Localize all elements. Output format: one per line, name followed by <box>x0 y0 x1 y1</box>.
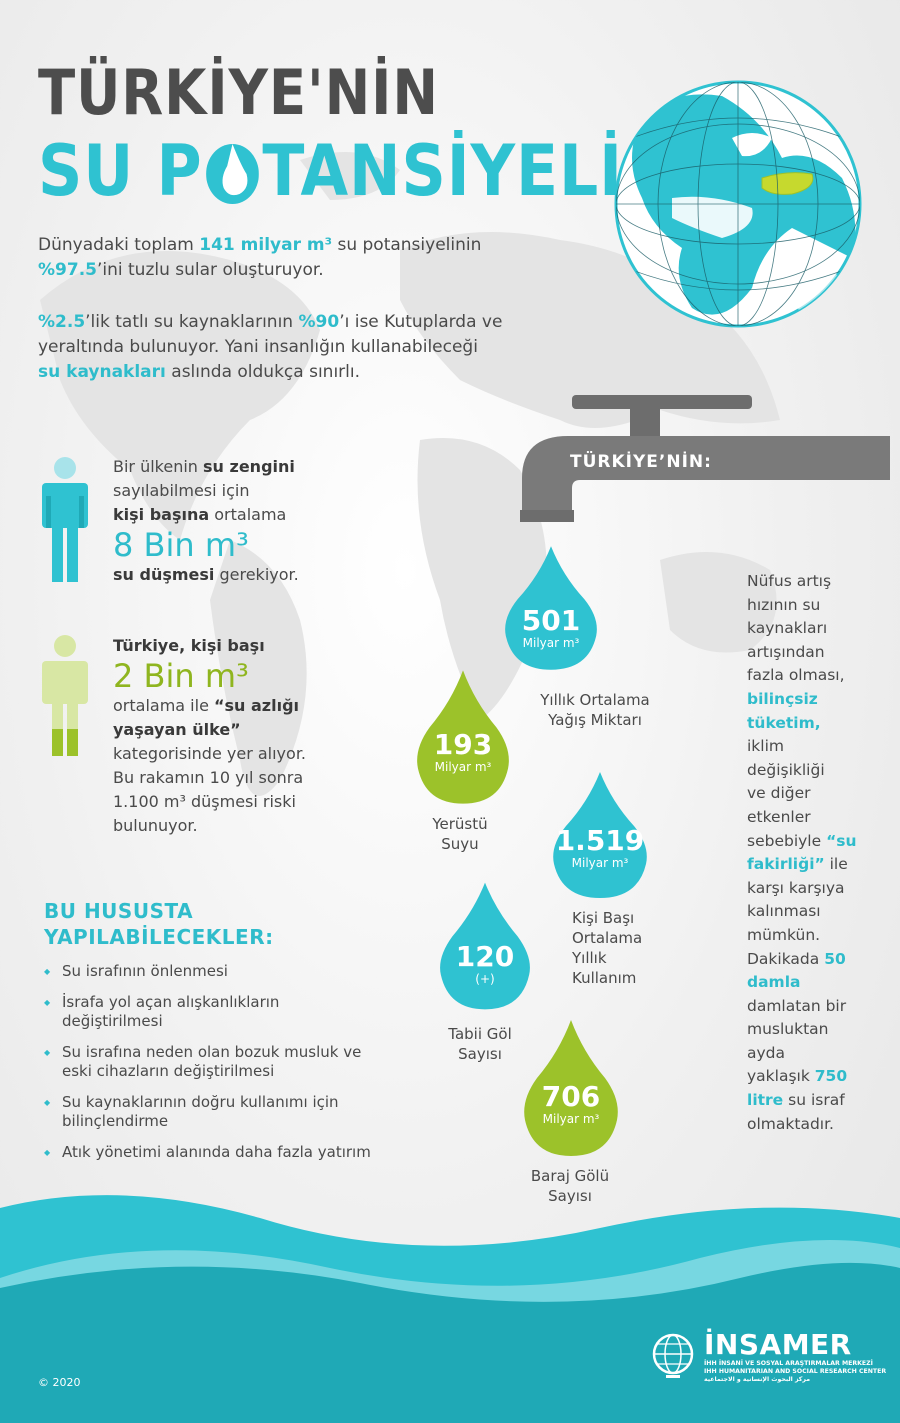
list-item: ◆ Su israfına neden olan bozuk musluk ve eski cihazların değiştirilmesi <box>44 1043 384 1081</box>
page-title-line1: TÜRKİYE'NİN <box>38 56 439 129</box>
copyright: © 2020 <box>38 1376 81 1389</box>
water-per-capita-turkey: 2 Bin m³ <box>113 657 249 695</box>
faucet-label: TÜRKİYE’NİN: <box>570 452 712 472</box>
person1-text: Bir ülkenin su zengini sayılabilmesi için kişi başına ortalama 8 Bin m³ su düşmesi gerekiyor. <box>113 457 299 584</box>
person2-text: Türkiye, kişi başı 2 Bin m³ ortalama ile “su azlığı yaşayan ülke” kategorisinde yer alıyor. Bu rakamın 10 yıl sonra 1.100 m³ düşmesi riski bulunuyor. <box>113 636 307 835</box>
person-icon-cyan <box>40 456 90 584</box>
drop-surface-value: 193 Milyar m³ <box>433 728 493 774</box>
drop-rainfall-label: Yıllık Ortalama Yağış Miktarı <box>540 691 650 729</box>
globe-logo-icon <box>650 1332 696 1382</box>
logo-subtitle-tr: İHH İNSANİ VE SOSYAL ARAŞTIRMALAR MERKEZİ <box>704 1360 873 1367</box>
list-item: ◆ Su kaynaklarının doğru kullanımı için bilinçlendirme <box>44 1093 384 1131</box>
page-title-line2 <box>38 130 623 212</box>
list-item: ◆ Su israfının önlenmesi <box>44 962 384 981</box>
insamer-logo <box>650 1330 900 1384</box>
list-item: ◆ Atık yönetimi alanında daha fazla yatırım <box>44 1143 384 1162</box>
actions-list <box>44 962 384 1174</box>
logo-name: İNSAMER <box>704 1328 852 1361</box>
title-part-a: SU P <box>38 130 203 212</box>
drop-dams-value: 706 Milyar m³ <box>541 1080 601 1126</box>
person-icon-green <box>40 634 90 756</box>
right-column-text: Nüfus artış hızının su kaynakları artışından fazla olması, bilinçsiz tüketim, iklim değişikliği ve diğer etkenler sebebiyle “su fakirliği” ile karşı karşıya kalınması mümkün. Dakikada 50 damla damlatan bir musluktan ayda yaklaşık 750 litre su israf olmaktadır. <box>747 572 857 1133</box>
drop-usage-label: Kişi Başı Ortalama Yıllık Kullanım <box>572 909 643 987</box>
title-part-b: TANSİYELİ <box>262 130 623 212</box>
drop-rainfall-value: 501 Milyar m³ <box>521 604 581 650</box>
logo-subtitle-ar: مركز البحوث الإنسانية و الاجتماعية <box>704 1376 811 1383</box>
drop-usage-value: 1.519 Milyar m³ <box>555 824 645 870</box>
intro-paragraph-1: Dünyadaki toplam 141 milyar m³ su potansiyelinin %97.5’ini tuzlu sular oluşturuyor. <box>38 235 482 280</box>
water-drop-icon <box>206 136 259 206</box>
water-per-capita-rich: 8 Bin m³ <box>113 526 249 564</box>
logo-subtitle-en: IHH HUMANITARIAN AND SOCIAL RESEARCH CENTER <box>704 1368 887 1375</box>
drop-lakes-value: 120 (+) <box>455 940 515 986</box>
list-item: ◆ İsrafa yol açan alışkanlıkların değiştirilmesi <box>44 993 384 1031</box>
globe-illustration <box>612 78 864 330</box>
drop-surface-label: Yerüstü Suyu <box>432 815 488 853</box>
drop-dams-label: Baraj Gölü Sayısı <box>530 1167 610 1205</box>
intro-paragraph-2: %2.5’lik tatlı su kaynaklarının %90’ı ise Kutuplarda ve yeraltında bulunuyor. Yani insanlığın kullanabileceği su kaynakları aslında oldukça sınırlı. <box>38 312 503 382</box>
wave-footer <box>0 1188 900 1423</box>
drop-lakes-label: Tabii Göl Sayısı <box>448 1025 512 1063</box>
actions-heading: BU HUSUSTA YAPILABİLECEKLER: <box>44 899 274 949</box>
